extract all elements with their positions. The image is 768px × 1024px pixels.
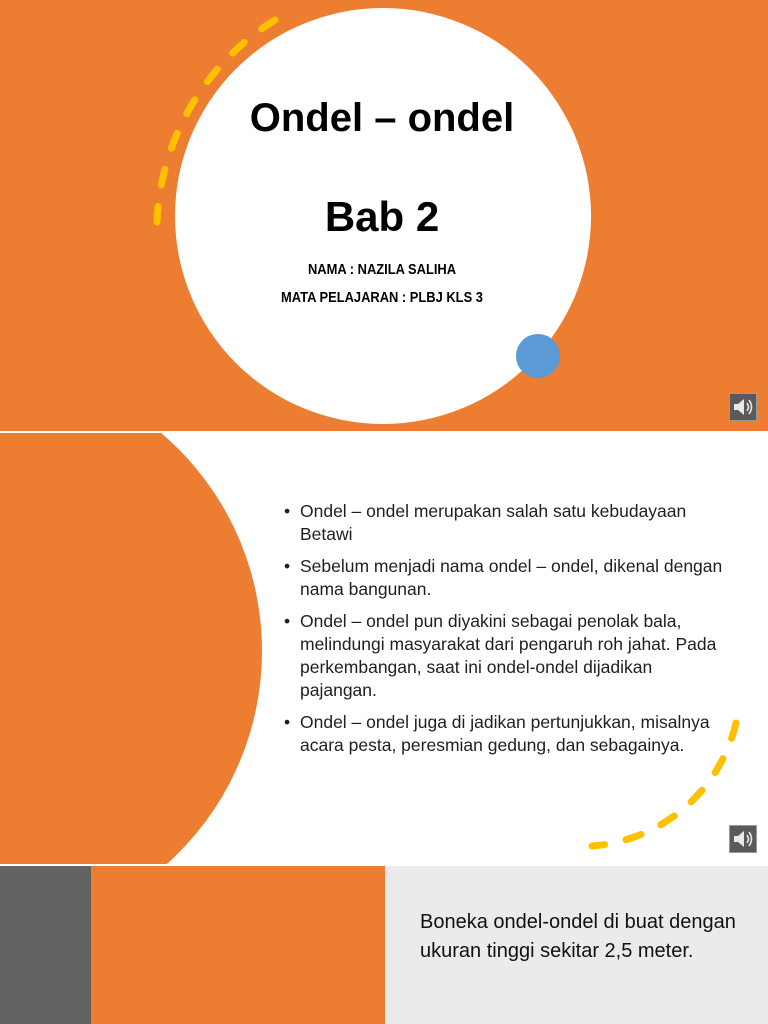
- chapter-label: Bab 2: [324, 193, 440, 240]
- slide-title: [0, 0, 768, 431]
- gray-block: [0, 866, 91, 1024]
- slide-fact: [0, 866, 768, 1024]
- bullet-item: • Sebelum menjadi nama ondel – ondel, dikenal dengan nama bangunan.: [284, 555, 724, 601]
- orange-block: [91, 866, 385, 1024]
- fact-text: Boneka ondel-ondel di buat dengan ukuran tinggi sekitar 2,5 meter.: [420, 911, 736, 962]
- bullet-item: • Ondel – ondel pun diyakini sebagai penolak bala, melindungi masyarakat dari pengaruh roh jahat. Pada perkembangan, saat ini ondel-ondel dijadikan pajangan.: [284, 610, 724, 702]
- speaker-icon[interactable]: [729, 393, 757, 421]
- subject-line: MATA PELAJARAN : PLBJ KLS 3: [281, 289, 483, 306]
- bullet-item: • Ondel – ondel merupakan salah satu kebudayaan Betawi: [284, 500, 724, 546]
- bullet-list: [284, 500, 724, 766]
- student-name: NAMA : NAZILA SALIHA: [307, 261, 457, 278]
- speaker-icon[interactable]: [729, 825, 757, 853]
- blue-dot: [516, 334, 560, 378]
- orange-half-circle: [0, 433, 262, 864]
- bullet-item: • Ondel – ondel juga di jadikan pertunjukkan, misalnya acara pesta, peresmian gedung, dan sebagainya.: [284, 711, 724, 757]
- speaker-icon-glyph: [730, 826, 756, 852]
- speaker-icon-glyph: [730, 394, 756, 420]
- slide-title-text: Ondel – ondel: [249, 96, 515, 140]
